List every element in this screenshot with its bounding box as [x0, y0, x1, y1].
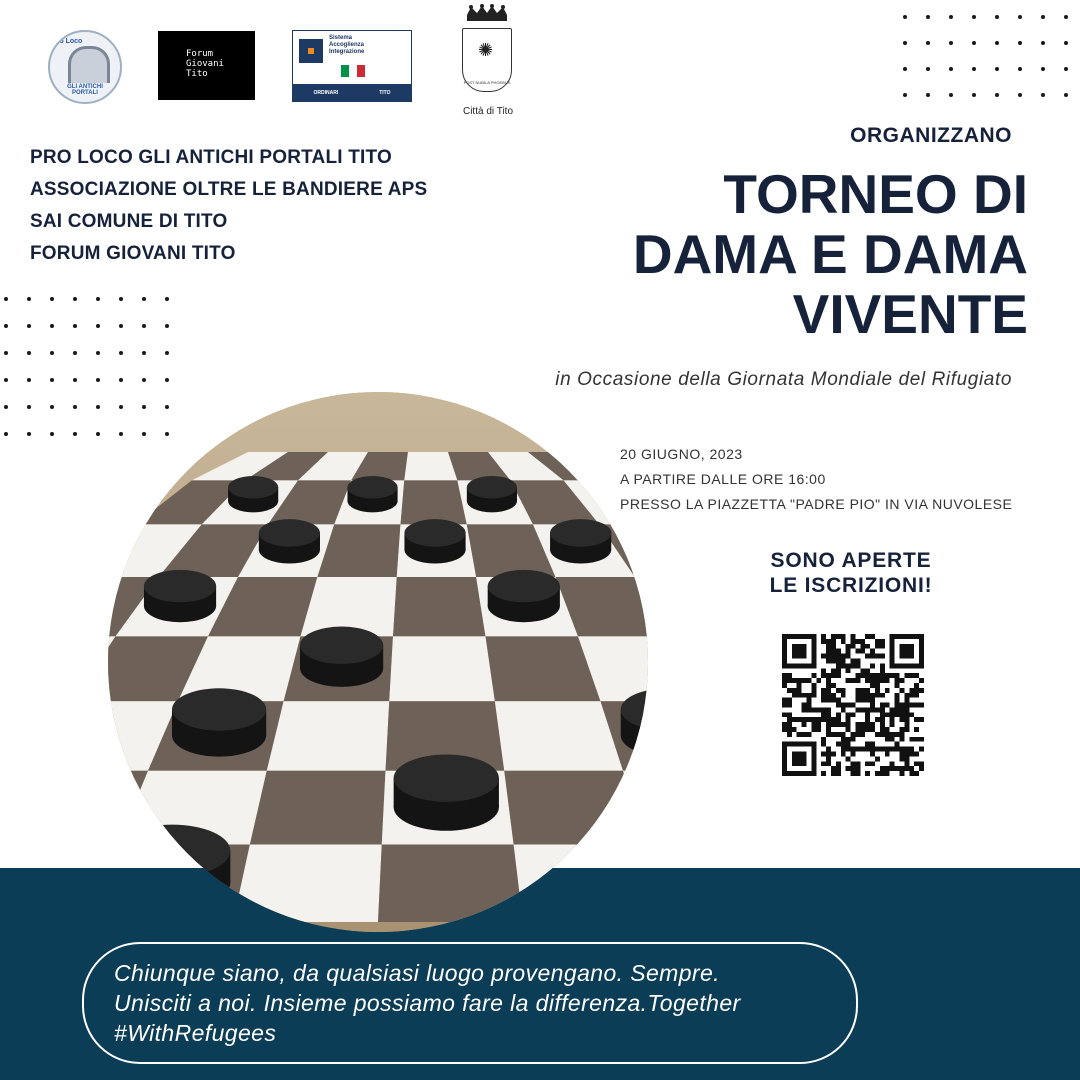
forum-giovani-logo-text: Forum Giovani Tito	[186, 49, 224, 79]
dot-pattern-left	[4, 297, 169, 436]
sun-icon: ✺	[478, 40, 494, 60]
checker-piece	[144, 570, 216, 622]
checker-piece	[394, 754, 499, 830]
registration-line: SONO APERTE	[770, 549, 932, 572]
checker-piece	[300, 627, 383, 687]
italian-flag-icon	[341, 65, 365, 77]
qr-code[interactable]	[782, 634, 924, 776]
dot-pattern-top-right	[903, 15, 1068, 97]
sai-band-left: ORDINARI	[313, 89, 339, 96]
crown-icon	[465, 4, 509, 22]
checker-piece	[550, 519, 611, 563]
registration-open-label	[712, 548, 990, 598]
event-date: 20 GIUGNO, 2023	[620, 446, 743, 462]
checker-piece	[172, 688, 266, 756]
checker-piece	[108, 754, 123, 830]
event-location: PRESSO LA PIAZZETTA "PADRE PIO" IN VIA NUVOLESE	[620, 496, 1013, 512]
checker-piece	[404, 519, 465, 563]
event-title	[633, 164, 1028, 344]
quote-text: Chiunque siano, da qualsiasi luogo provengano. Sempre. Unisciti a noi. Insieme possiamo fare la differenza.Together #WithRefugees	[114, 960, 741, 1046]
organizers-list	[30, 144, 427, 272]
sai-logo-band	[293, 84, 411, 101]
organizer-item: ASSOCIAZIONE OLTRE LE BANDIERE APS	[30, 179, 428, 200]
sai-band-right: TITO	[379, 89, 391, 96]
arch-icon	[68, 46, 110, 83]
forum-giovani-logo	[158, 31, 255, 100]
organizer-item: FORUM GIOVANI TITO	[30, 243, 236, 264]
sai-logo	[292, 30, 412, 102]
event-time: A PARTIRE DALLE ORE 16:00	[620, 471, 826, 487]
organizer-item: PRO LOCO GLI ANTICHI PORTALI TITO	[30, 147, 392, 168]
checker-piece	[467, 476, 517, 512]
organizer-item: SAI COMUNE DI TITO	[30, 211, 228, 232]
organizzano-label: ORGANIZZANO	[850, 124, 1012, 147]
checker-piece	[259, 519, 320, 563]
checker-piece	[488, 570, 560, 622]
sai-logo-title: Sistema Accoglienza Integrazione	[329, 35, 365, 55]
checkers-board-image	[108, 392, 648, 932]
proloco-logo	[48, 30, 122, 104]
proloco-logo-bottom-text: GLI ANTICHI PORTALI	[67, 84, 103, 96]
checker-piece	[228, 476, 278, 512]
sai-square-icon	[299, 39, 323, 63]
event-title-line: DAMA E DAMA	[632, 223, 1028, 285]
tito-caption: Città di Tito	[462, 106, 514, 117]
event-details	[620, 442, 1012, 517]
checker-piece	[347, 476, 397, 512]
tito-motto: POST NUBILA PHOEBUS	[463, 80, 511, 85]
citta-di-tito-logo	[452, 2, 524, 120]
proloco-logo-top-text: Pro Loco	[52, 38, 83, 45]
registration-line: LE ISCRIZIONI!	[769, 574, 933, 597]
event-title-line: VIVENTE	[792, 283, 1028, 345]
event-title-line: TORNEO DI	[723, 163, 1028, 225]
quote-box	[82, 942, 858, 1064]
event-subtitle: in Occasione della Giornata Mondiale del Rifugiato	[555, 369, 1012, 390]
